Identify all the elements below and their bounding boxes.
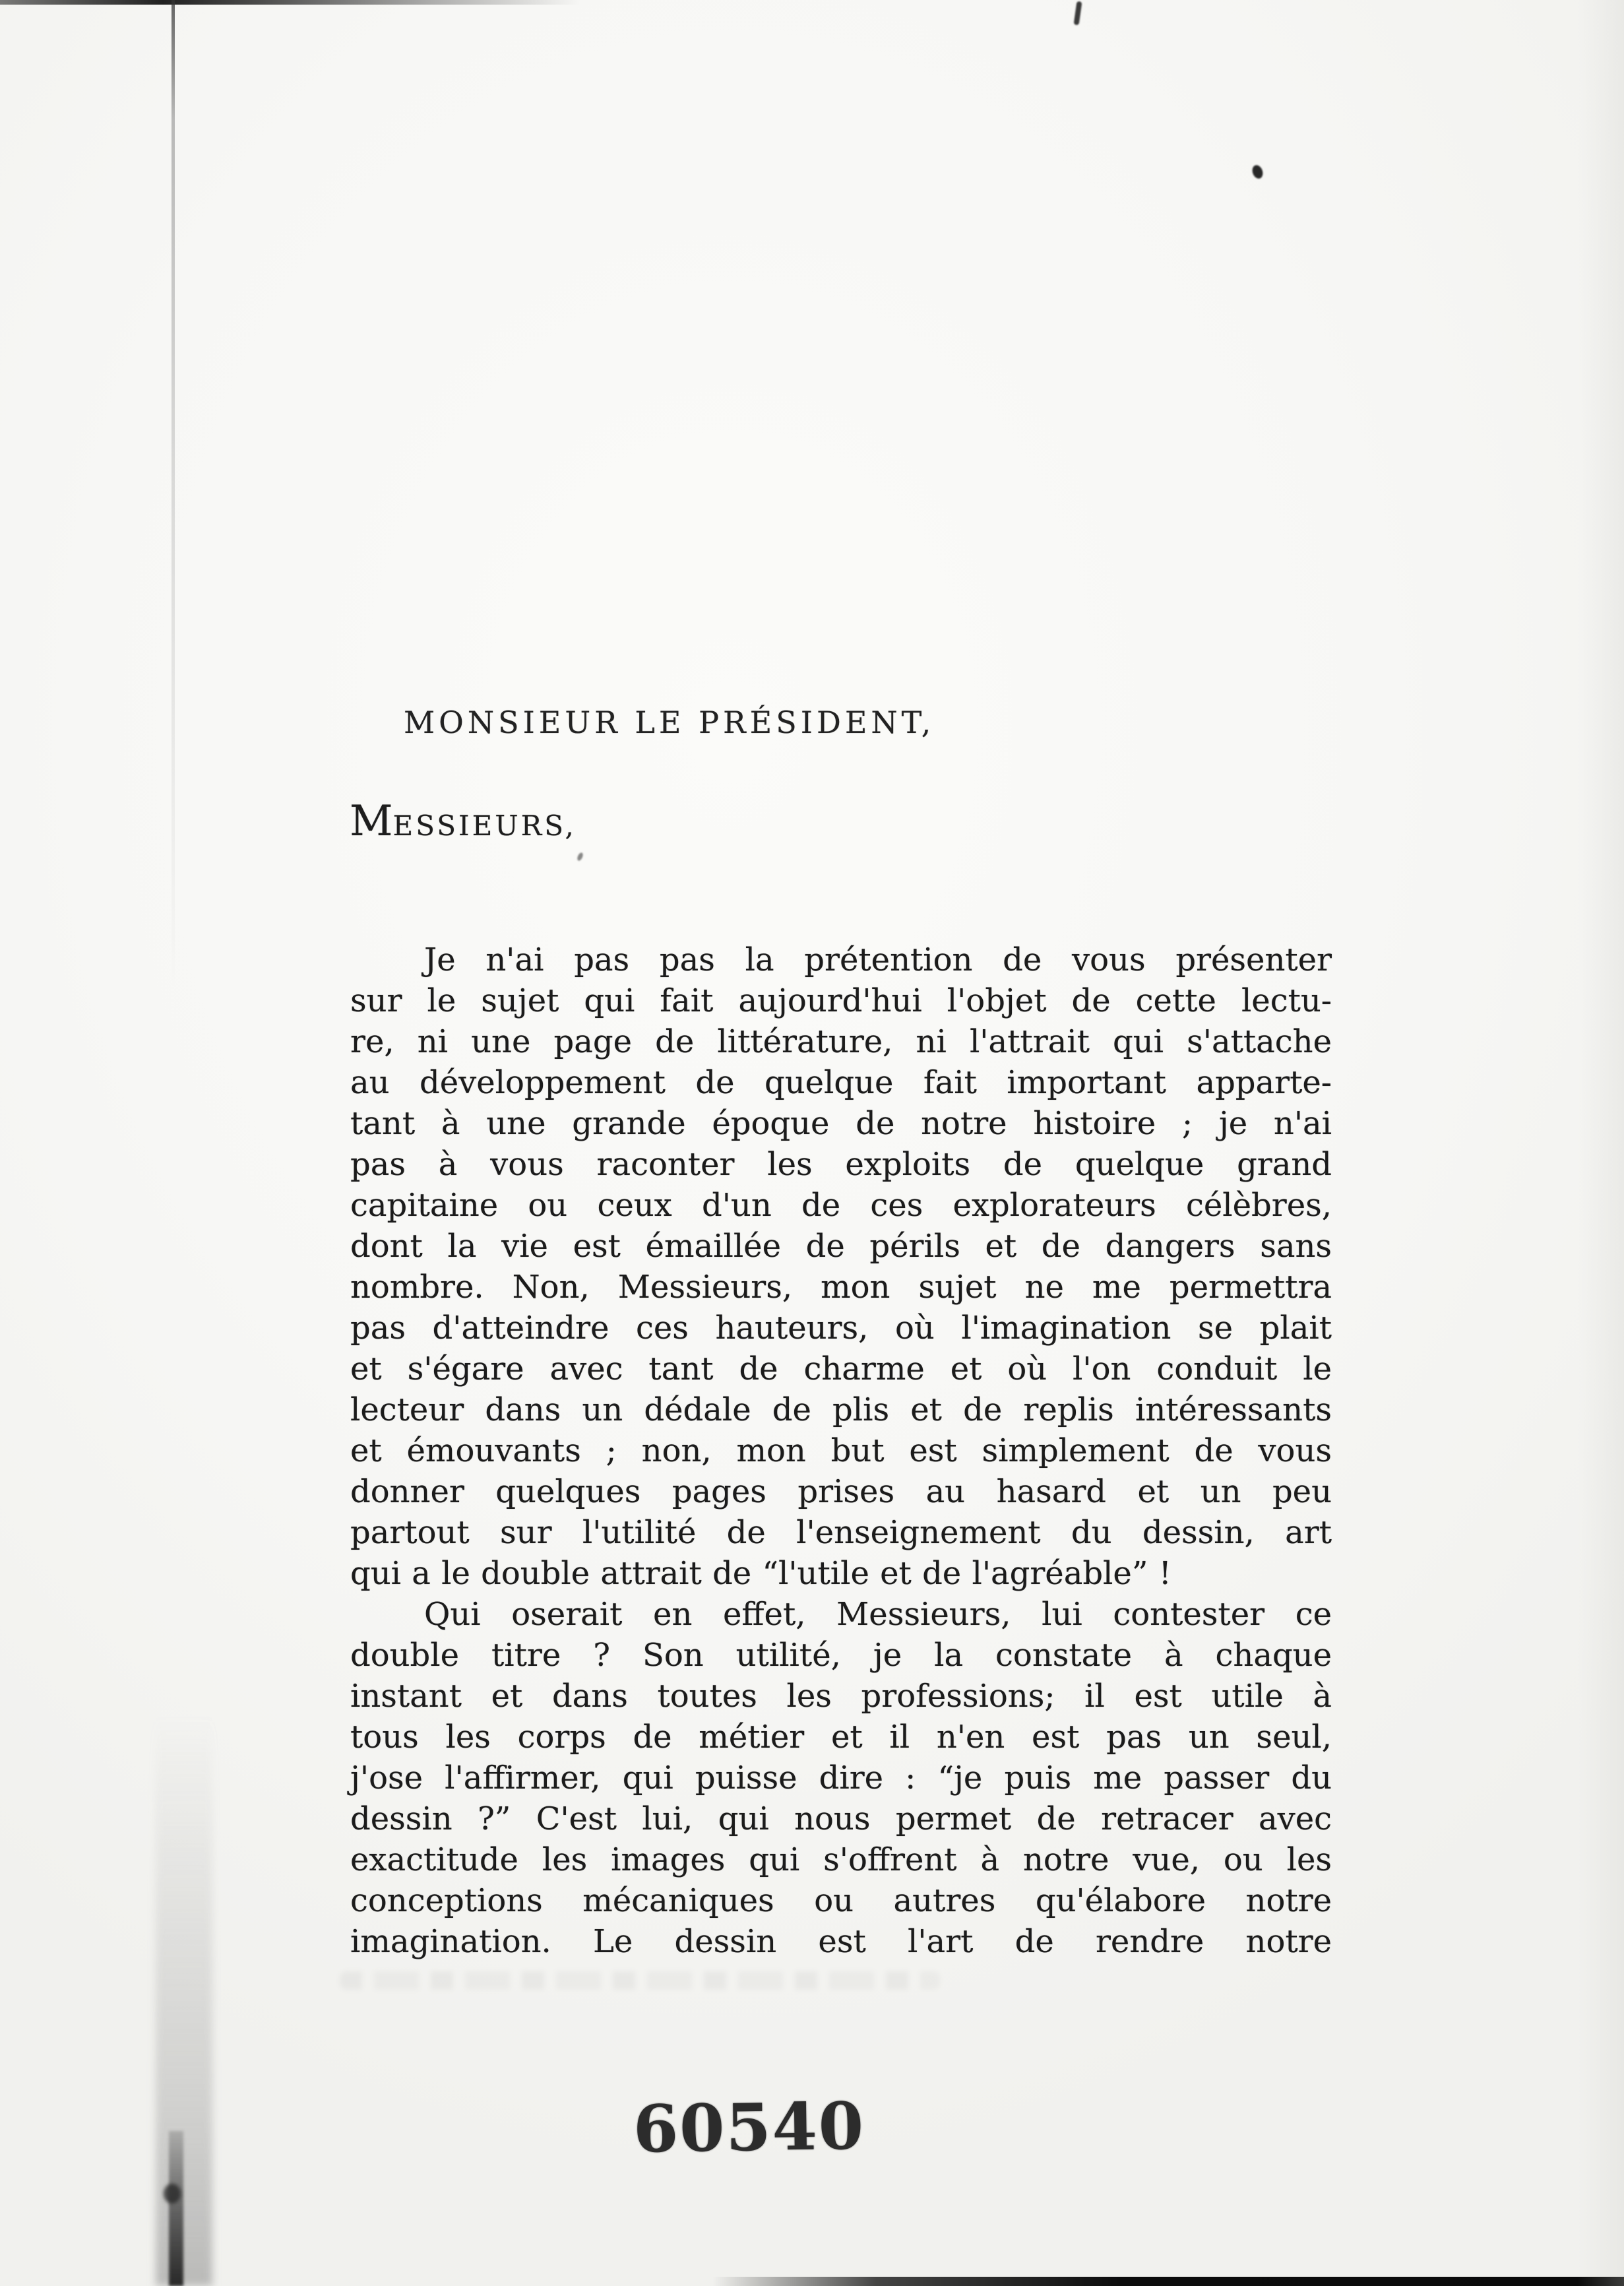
stamp-number: 60540: [633, 2088, 865, 2168]
text-line: Je n'ai pas pas la prétention de vous présenter: [424, 941, 1332, 978]
text-line: partout sur l'utilité de l'enseignement du dessin, art: [350, 1514, 1332, 1551]
scan-bottom-edge-shadow: [712, 2277, 1624, 2286]
text-line: pas à vous raconter les exploits de quelque grand: [350, 1146, 1332, 1183]
scan-speck: [1074, 1, 1082, 26]
text-line: sur le sujet qui fait aujourd'hui l'objet de cette lectu-: [350, 982, 1332, 1019]
page-gutter-shadow: [156, 1715, 212, 2286]
text-line: re, ni une page de littérature, ni l'attrait qui s'attache: [350, 1023, 1332, 1060]
text-line: tous les corps de métier et il n'en est pas un seul,: [350, 1719, 1332, 1756]
text-line: et s'égare avec tant de charme et où l'on conduit le: [350, 1350, 1332, 1387]
text-line: pas d'atteindre ces hauteurs, où l'imagination se plait: [350, 1310, 1332, 1347]
text-line: donner quelques pages prises au hasard et un peu: [350, 1473, 1332, 1510]
scan-top-edge-shadow: [0, 0, 580, 5]
text-line: lecteur dans un dédale de plis et de replis intéressants: [350, 1391, 1332, 1428]
text-line: instant et dans toutes les professions; il est utile à: [350, 1678, 1332, 1715]
page-right-edge-shade: [1578, 0, 1624, 2286]
text-line: nombre. Non, Messieurs, mon sujet ne me permettra: [350, 1269, 1332, 1306]
salutation-president: MONSIEUR LE PRÉSIDENT,: [404, 705, 935, 740]
text-line: Qui oserait en effet, Messieurs, lui contester ce: [424, 1596, 1332, 1633]
text-line: au développement de quelque fait important apparte-: [350, 1064, 1332, 1101]
text-line: imagination. Le dessin est l'art de rendre notre: [350, 1923, 1332, 1960]
messieurs-initial-cap: M: [350, 797, 393, 846]
text-line: double titre ? Son utilité, je la constate à chaque: [350, 1637, 1332, 1674]
page-gutter-fold-line: [172, 0, 175, 990]
page-gutter-dark-edge: [169, 2131, 183, 2286]
text-line: capitaine ou ceux d'un de ces explorateurs célèbres,: [350, 1187, 1332, 1224]
gutter-ink-spot: [164, 2184, 181, 2204]
text-line: et émouvants ; non, mon but est simplement de vous: [350, 1432, 1332, 1469]
body-text: [350, 939, 1332, 1962]
messieurs-small-caps: ESSIEURS,: [392, 810, 577, 842]
text-line: exactitude les images qui s'offrent à notre vue, ou les: [350, 1841, 1332, 1878]
text-line: dessin ?” C'est lui, qui nous permet de retracer avec: [350, 1800, 1332, 1837]
ink-bleedthrough-line: [340, 1971, 940, 1990]
text-line: dont la vie est émaillée de périls et de dangers sans: [350, 1228, 1332, 1265]
scan-speck: [577, 852, 584, 862]
text-line: tant à une grande époque de notre histoire ; je n'ai: [350, 1105, 1332, 1142]
text-line: j'ose l'affirmer, qui puisse dire : “je puis me passer du: [350, 1760, 1332, 1796]
salutation-messieurs: [350, 797, 577, 846]
scan-speck: [1251, 164, 1265, 180]
text-line: qui a le double attrait de “l'utile et de l'agréable” !: [350, 1555, 1171, 1592]
text-line: conceptions mécaniques ou autres qu'élabore notre: [350, 1882, 1332, 1919]
